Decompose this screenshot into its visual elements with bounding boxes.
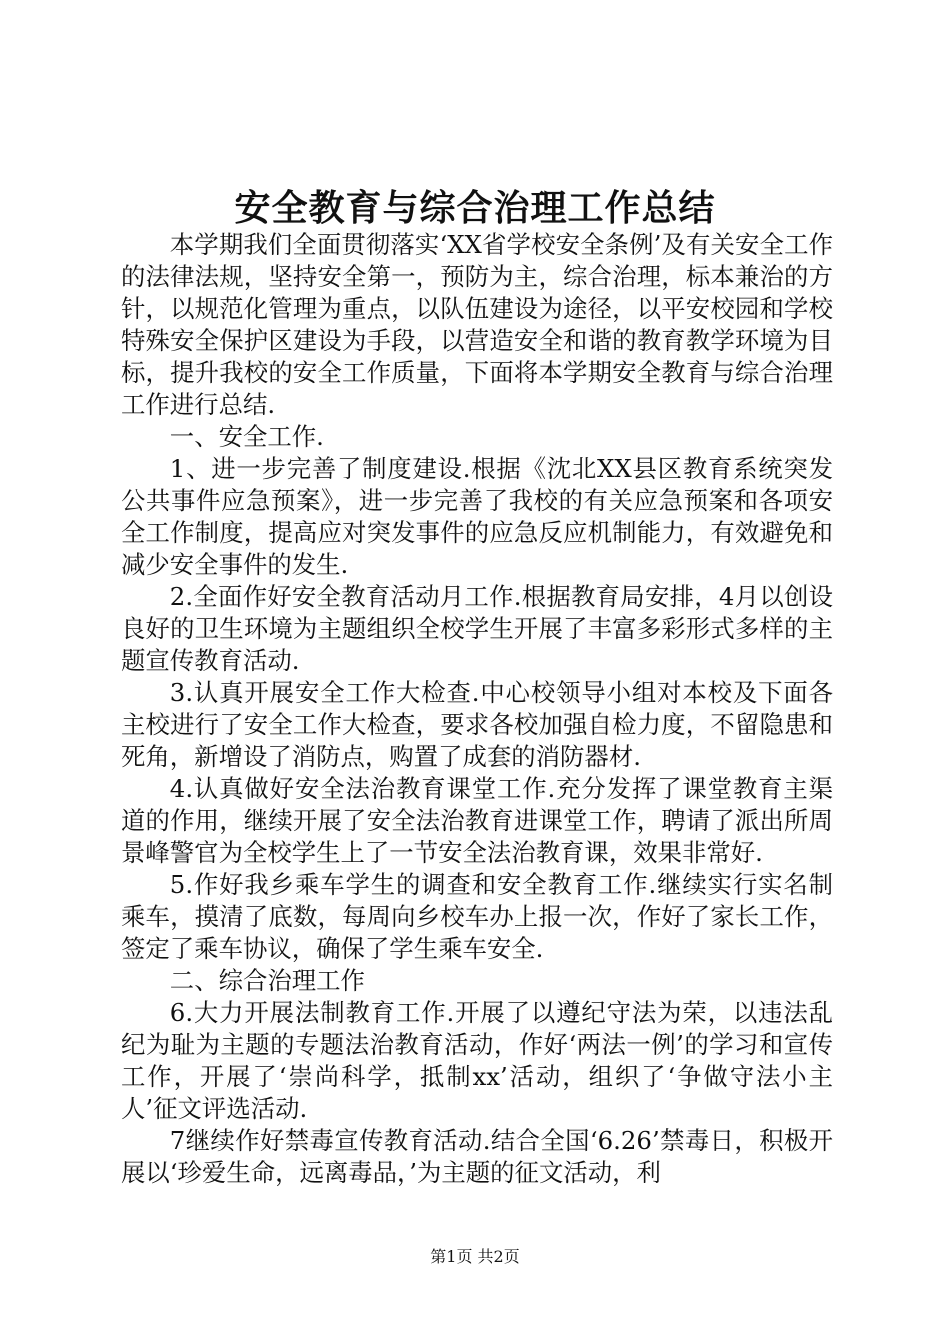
document-body [121, 229, 833, 1189]
section-heading-safety: 一、安全工作. [169, 422, 324, 451]
paragraph-item-2: 2.全面作好安全教育活动月工作.根据教育局安排，4月以创设良好的卫生环境为主题组织全校学生开展了丰富多彩形式多样的主题宣传教育活动. [121, 582, 833, 675]
page-footer: 第1页 共2页 [430, 1247, 520, 1266]
paragraph-item-5: 5.作好我乡乘车学生的调查和安全教育工作.继续实行实名制乘车，摸清了底数，每周向乡校车办上报一次，作好了家长工作，签定了乘车协议，确保了学生乘车安全. [121, 870, 833, 963]
document-title: 安全教育与综合治理工作总结 [234, 188, 716, 229]
paragraph-item-3: 3.认真开展安全工作大检查.中心校领导小组对本校及下面各主校进行了安全工作大检查，要求各校加强自检力度，不留隐患和死角，新增设了消防点，购置了成套的消防器材. [121, 678, 833, 771]
paragraph-intro: 本学期我们全面贯彻落实‘XX省学校安全条例’及有关安全工作的法律法规，坚持安全第一，预防为主，综合治理，标本兼治的方针，以规范化管理为重点，以队伍建设为途径，以平安校园和学校特殊安全保护区建设为手段，以营造安全和谐的教育教学环境为目标，提升我校的安全工作质量，下面将本学期安全教育与综合治理工作进行总结. [121, 230, 833, 419]
section-heading-governance: 二、综合治理工作 [169, 966, 365, 995]
paragraph-item-4: 4.认真做好安全法治教育课堂工作.充分发挥了课堂教育主渠道的作用，继续开展了安全法治教育进课堂工作，聘请了派出所周景峰警官为全校学生上了一节安全法治教育课，效果非常好. [121, 774, 833, 867]
paragraph-item-6: 6.大力开展法制教育工作.开展了以遵纪守法为荣，以违法乱纪为耻为主题的专题法治教育活动，作好‘两法一例’的学习和宣传工作，开展了‘崇尚科学，抵制xx’活动，组织了‘争做守法小主人’征文评选活动. [121, 998, 833, 1123]
paragraph-item-7: 7继续作好禁毒宣传教育活动.结合全国‘6.26’禁毒日，积极开展以‘珍爱生命，远离毒品，’为主题的征文活动，利 [121, 1126, 833, 1187]
paragraph-item-1: 1、进一步完善了制度建设.根据《沈北XX县区教育系统突发公共事件应急预案》，进一步完善了我校的有关应急预案和各项安全工作制度，提高应对突发事件的应急反应机制能力，有效避免和减少安全事件的发生. [121, 454, 833, 579]
